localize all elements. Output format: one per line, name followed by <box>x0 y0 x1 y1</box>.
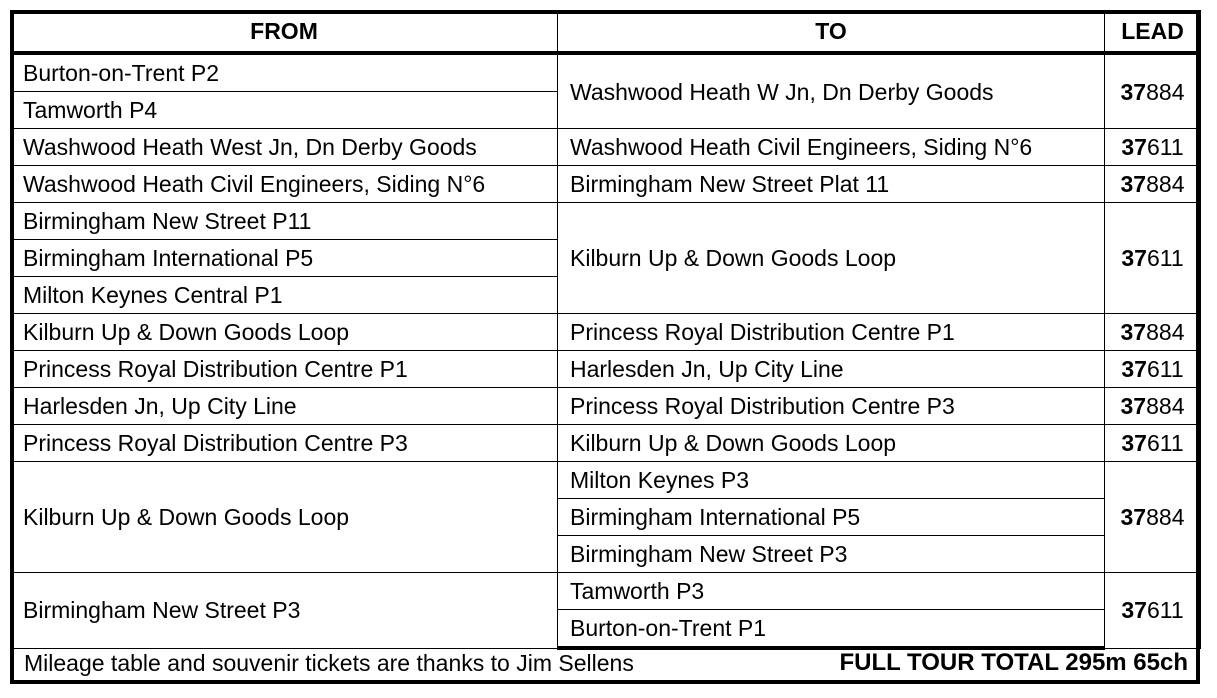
to-cell: Kilburn Up & Down Goods Loop <box>558 425 1105 462</box>
from-cell: Princess Royal Distribution Centre P1 <box>11 351 558 388</box>
lead-class-prefix: 37 <box>1121 245 1147 271</box>
lead-cell <box>1105 314 1201 351</box>
to-cell: Harlesden Jn, Up City Line <box>558 351 1105 388</box>
from-cell: Washwood Heath Civil Engineers, Siding N°6 <box>11 166 558 203</box>
lead-number-suffix: 611 <box>1146 356 1184 382</box>
lead-cell <box>1105 388 1201 425</box>
lead-number-suffix: 611 <box>1146 134 1184 160</box>
from-cell: Harlesden Jn, Up City Line <box>11 388 558 425</box>
to-cell: Birmingham New Street P3 <box>558 536 1105 573</box>
to-cell: Burton-on-Trent P1 <box>558 610 1105 649</box>
table-row <box>11 573 1201 610</box>
lead-cell <box>1105 351 1201 388</box>
to-cell: Milton Keynes P3 <box>558 462 1105 499</box>
lead-number-suffix: 884 <box>1146 171 1185 197</box>
lead-cell <box>1105 129 1201 166</box>
lead-cell <box>1105 462 1201 573</box>
column-header-from: FROM <box>11 11 558 54</box>
table-row <box>11 425 1201 462</box>
lead-class-prefix: 37 <box>1121 356 1147 382</box>
lead-class-prefix: 37 <box>1121 134 1147 160</box>
to-cell: Princess Royal Distribution Centre P3 <box>558 388 1105 425</box>
tour-schedule-table <box>10 10 1201 650</box>
lead-cell <box>1105 53 1201 129</box>
lead-number-suffix: 884 <box>1146 319 1185 345</box>
full-tour-total: FULL TOUR TOTAL 295m 65ch <box>839 649 1188 676</box>
to-cell: Birmingham New Street Plat 11 <box>558 166 1105 203</box>
table-row <box>11 203 1201 240</box>
from-cell: Birmingham New Street P11 <box>11 203 558 240</box>
table-row <box>11 462 1201 499</box>
lead-cell <box>1105 166 1201 203</box>
table-row <box>11 53 1201 92</box>
lead-number-suffix: 884 <box>1146 393 1185 419</box>
table-footer <box>14 646 1196 680</box>
lead-cell <box>1105 573 1201 649</box>
to-cell: Kilburn Up & Down Goods Loop <box>558 203 1105 314</box>
table-row <box>11 314 1201 351</box>
from-cell: Tamworth P4 <box>11 92 558 129</box>
column-header-lead: LEAD <box>1105 11 1201 54</box>
lead-number-suffix: 611 <box>1146 245 1184 271</box>
to-cell: Washwood Heath W Jn, Dn Derby Goods <box>558 53 1105 129</box>
lead-cell <box>1105 203 1201 314</box>
to-cell: Tamworth P3 <box>558 573 1105 610</box>
column-header-to: TO <box>558 11 1105 54</box>
to-cell: Princess Royal Distribution Centre P1 <box>558 314 1105 351</box>
table-row <box>11 351 1201 388</box>
from-cell: Kilburn Up & Down Goods Loop <box>11 462 558 573</box>
from-cell: Birmingham New Street P3 <box>11 573 558 649</box>
lead-class-prefix: 37 <box>1121 430 1147 456</box>
table-row <box>11 388 1201 425</box>
lead-number-suffix: 884 <box>1146 504 1185 530</box>
to-cell: Birmingham International P5 <box>558 499 1105 536</box>
lead-number-suffix: 611 <box>1146 430 1184 456</box>
lead-number-suffix: 884 <box>1146 78 1185 105</box>
lead-number-suffix: 611 <box>1146 597 1184 624</box>
from-cell: Milton Keynes Central P1 <box>11 277 558 314</box>
from-cell: Birmingham International P5 <box>11 240 558 277</box>
lead-class-prefix: 37 <box>1120 171 1147 197</box>
header-row <box>11 11 1201 54</box>
from-cell: Kilburn Up & Down Goods Loop <box>11 314 558 351</box>
lead-class-prefix: 37 <box>1120 319 1147 345</box>
to-cell: Washwood Heath Civil Engineers, Siding N°6 <box>558 129 1105 166</box>
from-cell: Princess Royal Distribution Centre P3 <box>11 425 558 462</box>
mileage-credit-note: Mileage table and souvenir tickets are thanks to Jim Sellens <box>24 649 634 676</box>
from-cell: Burton-on-Trent P2 <box>11 53 558 92</box>
lead-class-prefix: 37 <box>1120 504 1147 530</box>
lead-class-prefix: 37 <box>1120 78 1147 105</box>
from-cell: Washwood Heath West Jn, Dn Derby Goods <box>11 129 558 166</box>
lead-class-prefix: 37 <box>1120 393 1147 419</box>
table-row <box>11 129 1201 166</box>
table-row <box>11 166 1201 203</box>
lead-class-prefix: 37 <box>1121 597 1147 624</box>
lead-cell <box>1105 425 1201 462</box>
